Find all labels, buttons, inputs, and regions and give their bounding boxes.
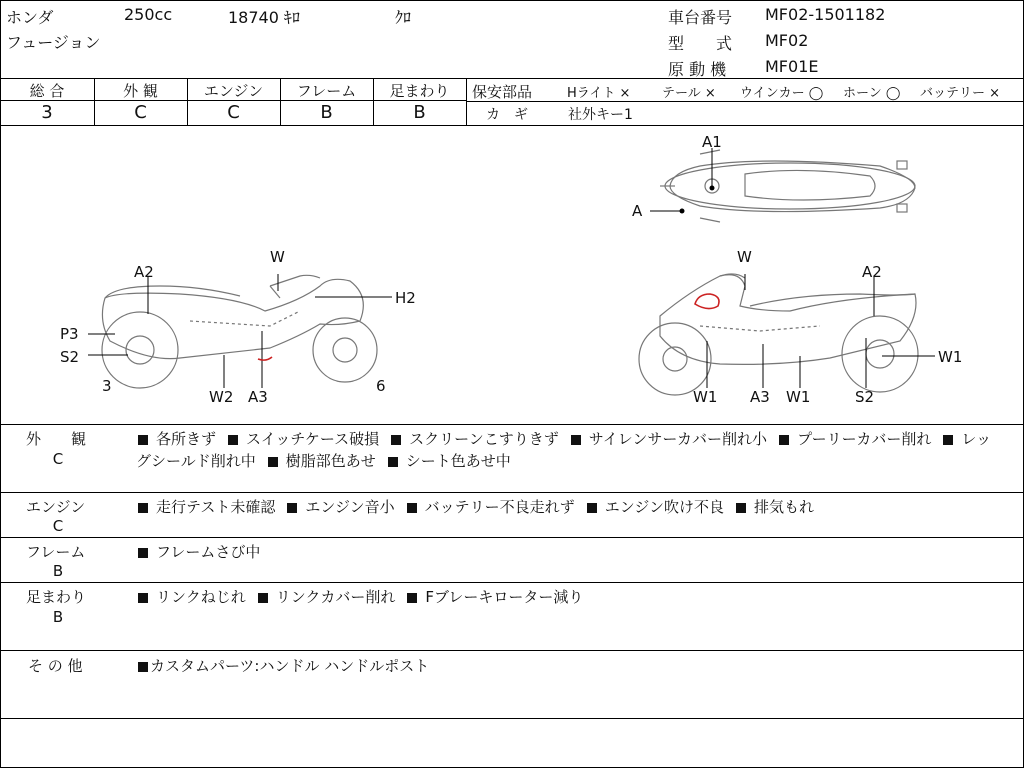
divider-line bbox=[0, 650, 1024, 651]
maker: ホンダ bbox=[6, 8, 54, 27]
remark-item: カスタムパーツ:ハンドル ハンドルポスト bbox=[150, 657, 430, 675]
remark-items-frame bbox=[136, 541, 270, 562]
grade-header-exterior: 外 観 bbox=[123, 82, 158, 100]
remark-item: リンクねじれ bbox=[156, 588, 246, 606]
damage-mark bbox=[695, 294, 719, 309]
bullet-square bbox=[407, 593, 417, 603]
bullet-square bbox=[138, 593, 148, 603]
divider-line bbox=[0, 537, 1024, 538]
diagram-label-right-w1-front: W1 bbox=[693, 388, 718, 406]
diagram-label-right-w: W bbox=[737, 248, 752, 266]
bullet-square bbox=[138, 435, 148, 445]
grade-value-frame: B bbox=[320, 102, 333, 123]
remark-category-exterior: 外 観 bbox=[26, 430, 87, 448]
remark-grade-engine: C bbox=[52, 517, 64, 535]
diagram-label-right-a3: A3 bbox=[750, 388, 770, 406]
bullet-square bbox=[943, 435, 953, 445]
diagram-label-left-a3: A3 bbox=[248, 388, 268, 406]
grade-header-overall: 総 合 bbox=[29, 82, 65, 100]
bullet-square bbox=[388, 457, 398, 467]
grade-value-suspension: B bbox=[413, 102, 426, 123]
remark-item: サイレンサーカバー削れ小 bbox=[588, 430, 768, 448]
diagram-label-left-3: 3 bbox=[102, 377, 112, 395]
bullet-square bbox=[138, 548, 148, 558]
divider-line bbox=[466, 101, 1024, 102]
remark-item: エンジン音小 bbox=[305, 498, 395, 516]
remark-items-other bbox=[136, 655, 439, 676]
remark-item: バッテリー不良走れず bbox=[424, 498, 575, 516]
engine-value: MF01E bbox=[765, 57, 819, 76]
bullet-square bbox=[268, 457, 278, 467]
marker-dot bbox=[680, 209, 685, 214]
divider-line bbox=[0, 78, 1024, 79]
bullet-square bbox=[736, 503, 746, 513]
remark-item: プーリーカバー削れ bbox=[797, 430, 932, 448]
bullet-square bbox=[571, 435, 581, 445]
grade-value-exterior: C bbox=[134, 102, 147, 123]
remark-grade-suspension: B bbox=[52, 608, 64, 626]
remark-item: リンクカバー削れ bbox=[275, 588, 396, 606]
remark-item: Fブレーキローター減り bbox=[425, 588, 584, 606]
right-view-sketch bbox=[639, 274, 918, 395]
remark-items-suspension bbox=[136, 586, 593, 607]
grade-header-suspension: 足まわり bbox=[389, 82, 450, 100]
remark-item: 排気もれ bbox=[753, 498, 814, 516]
remark-item: 樹脂部色あせ bbox=[285, 452, 376, 470]
remark-item: シート色あせ中 bbox=[405, 452, 511, 470]
safety-label: 保安部品 bbox=[472, 83, 533, 101]
grade-header-engine: エンジン bbox=[203, 82, 264, 100]
type-value: MF02 bbox=[765, 31, 809, 50]
marker-dot bbox=[710, 186, 715, 191]
mileage: 18740 ｷﾛ bbox=[228, 8, 300, 27]
safety-item-battery: バッテリー × bbox=[920, 86, 1001, 101]
grade-value-overall: 3 bbox=[41, 102, 53, 123]
key-value: 社外キー1 bbox=[568, 107, 633, 123]
bullet-square bbox=[138, 662, 148, 672]
left-callout-lines bbox=[88, 274, 392, 388]
diagram-label-right-w1-wheel: W1 bbox=[938, 348, 963, 366]
diagram-label-left-h2: H2 bbox=[395, 289, 416, 307]
frame-no-value: MF02-1501182 bbox=[765, 5, 886, 24]
safety-item-headlight: Hライト × bbox=[567, 86, 631, 101]
remark-items-engine bbox=[136, 496, 1006, 518]
diagram-label-left-w2: W2 bbox=[209, 388, 234, 406]
remark-category-other: そ の 他 bbox=[28, 657, 83, 675]
diagram-label-left-w: W bbox=[270, 248, 285, 266]
diagram-label-left-p3: P3 bbox=[60, 325, 79, 343]
remark-grade-frame: B bbox=[52, 562, 64, 580]
damage-mark bbox=[258, 357, 272, 360]
remark-item: エンジン吹け不良 bbox=[604, 498, 724, 516]
divider-line bbox=[0, 718, 1024, 719]
remark-item: スクリーンこすりきず bbox=[409, 430, 559, 448]
diagram-label-left-6: 6 bbox=[376, 377, 386, 395]
remark-item: レッグシールド削れ中 bbox=[136, 430, 992, 470]
remark-item: フレームさび中 bbox=[156, 543, 261, 561]
bullet-square bbox=[287, 503, 297, 513]
safety-item-tail: テール × bbox=[662, 86, 716, 101]
remark-category-engine: エンジン bbox=[26, 498, 86, 516]
bullet-square bbox=[779, 435, 789, 445]
diagram-label-right-s2: S2 bbox=[855, 388, 875, 406]
divider-line bbox=[0, 582, 1024, 583]
callout-lines bbox=[650, 148, 712, 211]
remark-item: 走行テスト未確認 bbox=[156, 498, 276, 516]
remark-category-frame: フレーム bbox=[26, 543, 86, 561]
right-callout-lines bbox=[707, 274, 935, 388]
frame-no-label: 車台番号 bbox=[668, 8, 733, 27]
remark-grade-exterior: C bbox=[52, 450, 64, 468]
engine-label: 原 動 機 bbox=[668, 60, 727, 79]
divider-line bbox=[0, 424, 1024, 425]
bullet-square bbox=[407, 503, 417, 513]
type-label: 型 式 bbox=[668, 34, 733, 53]
divider-line bbox=[0, 492, 1024, 493]
color: ｸﾛ bbox=[395, 8, 412, 27]
displacement: 250cc bbox=[124, 5, 173, 24]
bullet-square bbox=[228, 435, 238, 445]
remark-items-exterior bbox=[136, 428, 1006, 472]
key-label: カ ギ bbox=[486, 107, 528, 123]
bullet-square bbox=[138, 503, 148, 513]
diagram-label-a: A bbox=[632, 202, 643, 220]
model-name: フュージョン bbox=[6, 33, 101, 52]
diagram-label-left-a2: A2 bbox=[134, 263, 154, 281]
diagram-label-right-w1-rear: W1 bbox=[786, 388, 811, 406]
safety-item-winker: ウインカー ◯ bbox=[740, 86, 824, 101]
remark-item: スイッチケース破損 bbox=[246, 430, 380, 448]
bullet-square bbox=[587, 503, 597, 513]
remark-item: 各所きず bbox=[156, 430, 217, 448]
diagram-label-right-a2: A2 bbox=[862, 263, 882, 281]
bullet-square bbox=[258, 593, 268, 603]
grade-header-frame: フレーム bbox=[296, 82, 357, 100]
remark-category-suspension: 足まわり bbox=[26, 588, 87, 606]
diagram-label-a1: A1 bbox=[702, 133, 722, 151]
top-view-sketch bbox=[660, 150, 915, 222]
diagram-label-left-s2: S2 bbox=[60, 348, 80, 366]
grade-value-engine: C bbox=[227, 102, 240, 123]
safety-item-horn: ホーン ◯ bbox=[843, 86, 901, 101]
left-view-sketch bbox=[102, 275, 377, 388]
bullet-square bbox=[391, 435, 401, 445]
